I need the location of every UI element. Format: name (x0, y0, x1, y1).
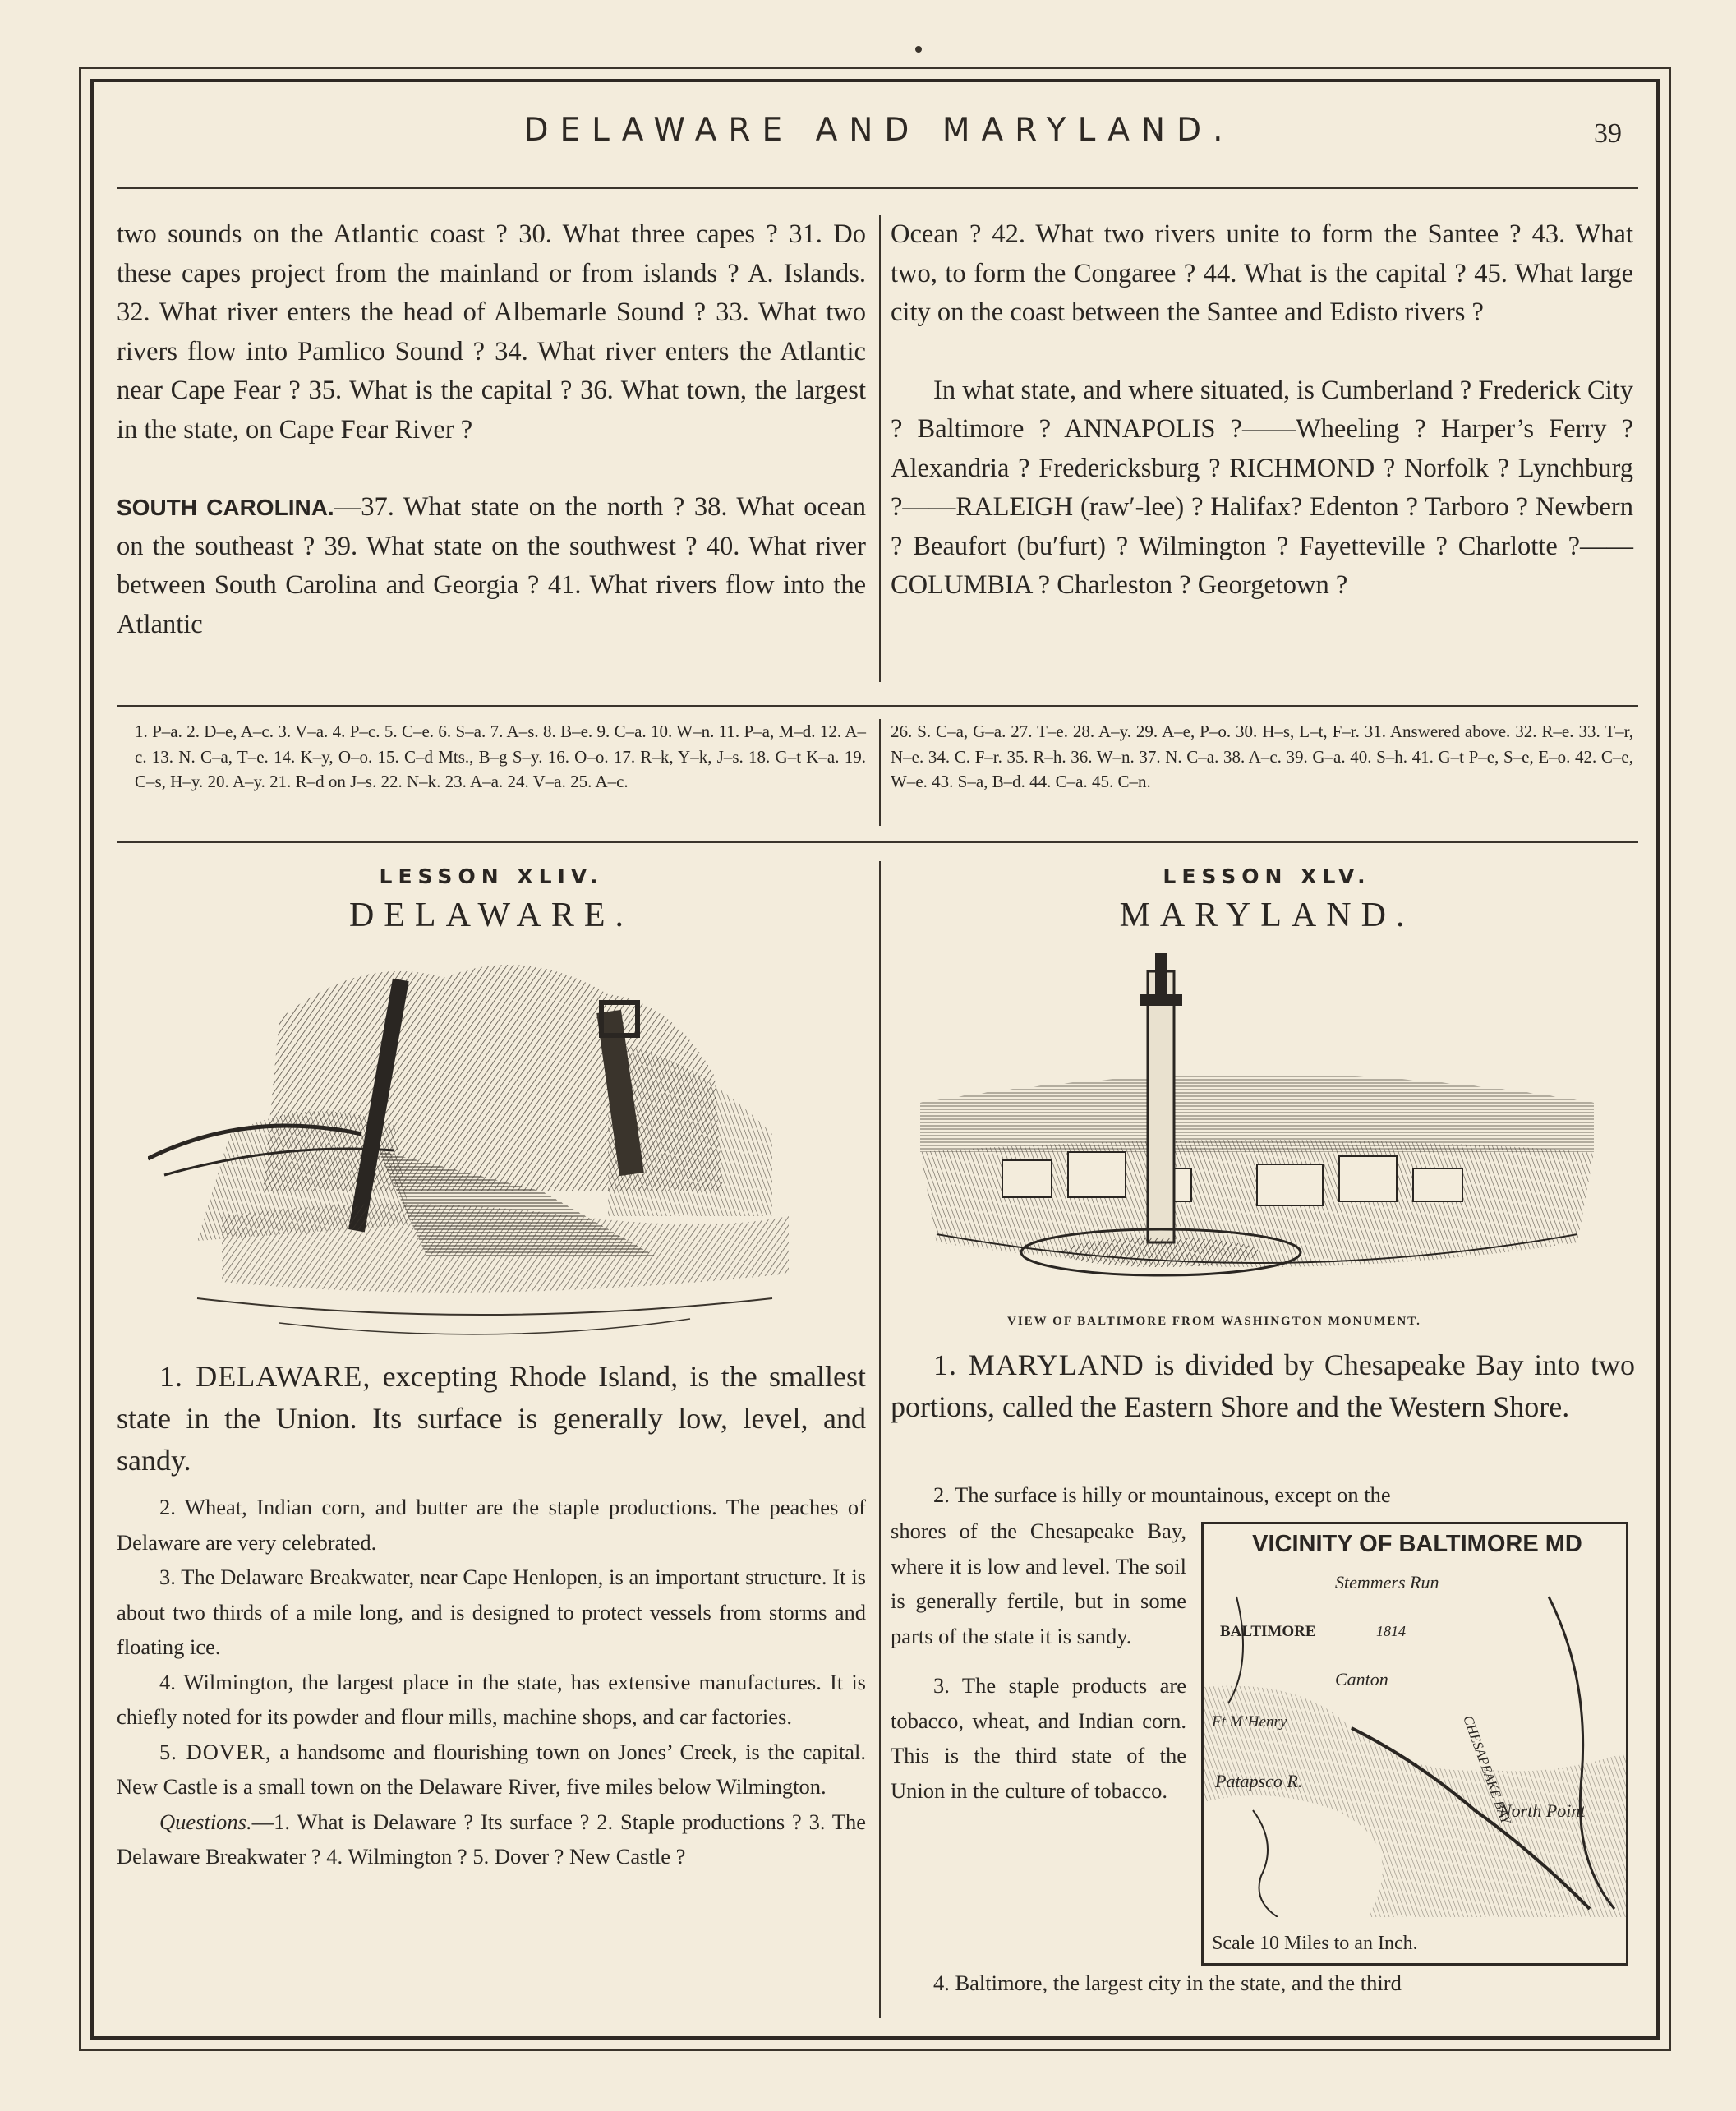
delaware-paragraph-3: 3. The Delaware Breakwater, near Cape Henlopen, is an important structure. It is about two thirds of a mile long, and is designed to protect vessels from storms and floating ice. (117, 1565, 866, 1659)
delaware-questions (117, 1804, 866, 1874)
questions-map-review: In what state, and where situated, is Cumberland ? Frederick City ? Baltimore ? ANNAPOLIS ?——Wheeling ? Harper’s Ferry ? Alexandria ? Fredericksburg ? RICHMOND ? Norfolk ? Lynchburg ?——RALEIGH (raw′-lee) ? Halifax? Edenton ? Tarboro ? Newbern ? Beaufort (bu′furt) ? Wilmington ? Fayetteville ? Charlotte ?——COLUMBIA ? Charleston ? Georgetown ? (891, 375, 1633, 600)
lesson-44-title: DELAWARE. (348, 896, 634, 934)
delaware-paragraph-1 (117, 1356, 866, 1482)
top-ornament (915, 46, 922, 53)
map-label-patapsco: Patapsco R. (1215, 1771, 1303, 1791)
map-drawing (1204, 1564, 1626, 1917)
header-rule (117, 187, 1638, 189)
maryland-p1-text: is divided by Chesapeake Bay into two portions, called the Eastern Shore and the Western Shore. (891, 1348, 1636, 1423)
delaware-breakwater-engraving (148, 945, 822, 1344)
map-scale: Scale 10 Miles to an Inch. (1212, 1933, 1418, 1954)
lesson-44-number: LESSON XLIV. (379, 864, 604, 888)
delaware-lead-word: 1. DELAWARE, (159, 1360, 371, 1393)
lessons-top-rule (117, 841, 1638, 843)
answers-right (891, 719, 1633, 795)
maryland-paragraph-4 (891, 1966, 1635, 2001)
map-label-fort-mchenry: Ft M’Henry (1212, 1713, 1287, 1731)
delaware-p5-text: a handsome and flourishing town on Jones’ Creek, is the capital. New Castle is a small town on the Delaware River, five miles below Wilmington. (117, 1739, 866, 1799)
questions-north-carolina: two sounds on the Atlantic coast ? 30. What three capes ? 31. Do these capes project from the mainland or from islands ? A. Islands. 32. What river enters the head of Albemarle Sound ? 33. What two rivers flow into Pamlico Sound ? 34. What river enters the Atlantic near Cape Fear ? 35. What is the capital ? 36. What town, the largest in the state, on Cape Fear River ? (117, 219, 866, 445)
baltimore-view-engraving (904, 947, 1610, 1308)
delaware-paragraph-5 (117, 1735, 866, 1804)
column-divider-answers (879, 719, 881, 826)
lesson-45-title: MARYLAND. (1119, 896, 1415, 934)
delaware-p1-text: excepting Rhode Island, is the smallest state in the Union. Its surface is generally low, level, and sandy. (117, 1360, 866, 1477)
page-number: 39 (1594, 118, 1622, 149)
map-label-north-point: North Point (1499, 1800, 1586, 1821)
answers-left (135, 719, 866, 795)
maryland-p2-first-line: 2. The surface is hilly or mountainous, except on the (933, 1482, 1391, 1507)
questions-south-carolina (117, 488, 866, 644)
maryland-lead-word: 1. MARYLAND (933, 1348, 1144, 1381)
lesson-45-number: LESSON XLV. (1163, 864, 1371, 888)
south-carolina-heading: SOUTH CAROLINA. (117, 495, 334, 520)
delaware-paragraph-4: 4. Wilmington, the largest place in the state, has extensive manufactures. It is chiefly noted for its powder and flour mills, machine shops, and car factories. (117, 1669, 866, 1729)
baltimore-vicinity-map (1201, 1522, 1628, 1966)
maryland-p4-text: 4. Baltimore, the largest city in the state, and the third (933, 1970, 1402, 1995)
delaware-questions-text: —1. What is Delaware ? Its surface ? 2. Staple productions ? 3. The Delaware Breakwater ? 4. Wilmington ? 5. Dover ? New Castle ? (117, 1809, 866, 1869)
questions-right-column (891, 215, 1633, 606)
south-carolina-text: —37. What state on the north ? 38. What ocean on the southeast ? 39. What state on the southwest ? 40. What river between South Carolina and Georgia ? 41. What rivers flow into the Atlantic (117, 492, 867, 639)
answers-left-text: 1. P–a. 2. D–e, A–c. 3. V–a. 4. P–c. 5. C–e. 6. S–a. 7. A–s. 8. B–e. 9. C–a. 10. W–n. 11. P–a, M–d. 12. A–c. 13. N. C–a, T–e. 14. K–y, O–o. 15. C–d Mts., B–g S–y. 16. O–o. 17. R–k, Y–k, J–s. 18. G–t K–a. 19. C–s, H–y. 20. A–y. 21. R–d on J–s. 22. N–k. 23. A–a. 24. V–a. 25. A–c. (135, 721, 866, 791)
maryland-narrow-column (891, 1514, 1186, 1808)
questions-label: Questions. (159, 1809, 252, 1834)
column-divider-questions (879, 215, 881, 682)
map-label-stemmers-run: Stemmers Run (1335, 1572, 1439, 1592)
answers-top-rule (117, 705, 1638, 707)
column-divider-lessons (879, 861, 881, 2018)
dover-lead-word: 5. DOVER, (159, 1739, 272, 1764)
page-title: DELAWARE AND MARYLAND. (523, 112, 1235, 149)
maryland-paragraph-1 (891, 1344, 1635, 1428)
questions-south-carolina-cont: Ocean ? 42. What two rivers unite to form the Santee ? 43. What two, to form the Congaree ? 44. What is the capital ? 45. What large city on the coast between the Santee and Edisto rivers ? (891, 219, 1633, 327)
map-label-canton: Canton (1335, 1669, 1388, 1689)
maryland-paragraph-2a (891, 1477, 1635, 1513)
maryland-paragraph-3: 3. The staple products are tobacco, wheat, and Indian corn. This is the third state of the Union in the culture of tobacco. (891, 1673, 1186, 1803)
delaware-paragraph-2: 2. Wheat, Indian corn, and butter are the staple productions. The peaches of Delaware are very celebrated. (117, 1495, 866, 1555)
answers-right-text: 26. S. C–a, G–a. 27. T–e. 28. A–y. 29. A–e, P–o. 30. H–s, L–t, F–r. 31. Answered above. 32. R–e. 33. T–r, N–e. 34. C. F–r. 35. R–h. 36. W–n. 37. N. C–a. 38. A–c. 39. G–a. 40. S–h. 41. G–t P–e, S–e, E–o. 42. C–e, W–e. 43. S–a, B–d. 44. C–a. 45. C–n. (891, 721, 1633, 791)
questions-left-column (117, 215, 866, 644)
delaware-body (117, 1490, 866, 1874)
map-label-baltimore: BALTIMORE (1220, 1623, 1316, 1640)
map-label-1814: 1814 (1376, 1623, 1406, 1639)
baltimore-caption: VIEW OF BALTIMORE FROM WASHINGTON MONUMENT. (1007, 1315, 1421, 1328)
map-title: VICINITY OF BALTIMORE MD (1252, 1531, 1582, 1557)
map-label-chesapeake: CHESAPEAKE BAY (1460, 1713, 1514, 1827)
maryland-paragraph-2b: shores of the Chesapeake Bay, where it is low and level. The soil is generally fertile, but in some parts of the state it is sandy. (891, 1519, 1186, 1648)
